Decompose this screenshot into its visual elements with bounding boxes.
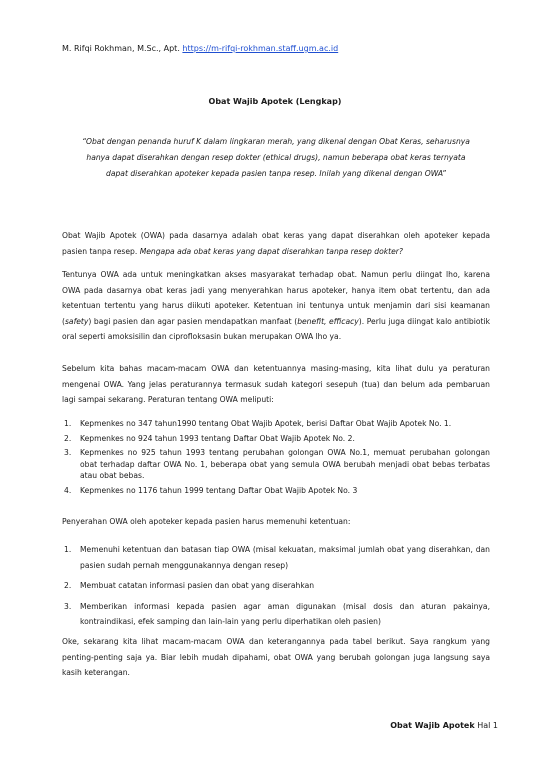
list-item — [62, 599, 490, 630]
list-item — [62, 485, 490, 497]
list-number: 1. — [64, 545, 72, 554]
list-number: 1. — [64, 419, 72, 428]
paragraph-text: ) bagi pasien dan agar pasien mendapatkan manfaat ( — [88, 316, 298, 326]
list-text: Kepmenkes no 924 tahun 1993 tentang Daftar Obat Wajib Apotek No. 2. — [80, 433, 355, 443]
document-title: Obat Wajib Apotek (Lengkap) — [208, 97, 342, 106]
list-number: 2. — [64, 581, 72, 590]
list-text: Memenuhi ketentuan dan batasan tiap OWA (misal kekuatan, maksimal jumlah obat yang diserahkan, dan pasien sudah pernah menggunakannya dengan resep) — [80, 545, 490, 570]
list-text: Kepmenkes no 1176 tahun 1999 tentang Daftar Obat Wajib Apotek No. 3 — [80, 485, 358, 495]
list-text: Membuat catatan informasi pasien dan obat yang diserahkan — [80, 581, 315, 590]
paragraph-text: Tentunya OWA ada untuk meningkatkan akses masyarakat terhadap obat. Namun perlu diingat lho, karena OWA pada dasarnya obat keras jadi yang menyerahkan harus apoteker, hanya item obat tertentu, dan ada ketentuan tertentu yang harus diikuti apoteker. Ketentuan ini tentunya untuk menjamin dari sisi keamanan ( — [62, 270, 490, 326]
list-number: 2. — [64, 433, 72, 443]
list-item — [62, 578, 490, 594]
safety-term: safety — [64, 316, 89, 326]
requirement-list — [62, 542, 490, 635]
page-header — [62, 44, 338, 53]
list-text: Kepmenkes no 925 tahun 1993 tentang perubahan golongan OWA No.1, memuat perubahan golongan obat terhadap daftar OWA No. 1, beberapa obat yang semula OWA berubah menjadi obat bebas terbatas atau obat bebas. — [80, 448, 490, 480]
paragraph-regulations-intro: Sebelum kita bahas macam-macam OWA dan ketentuannya masing-masing, kita lihat dulu ya peraturan mengenai OWA. Yang jelas peraturannya termasuk sudah kategori sesepuh (tua) dan belum ada pembaruan lagi sampai sekarang. Peraturan tentang OWA meliputi: — [62, 364, 490, 404]
list-item — [62, 542, 490, 573]
list-number: 3. — [64, 448, 72, 457]
paragraph-question: Mengapa ada obat keras yang dapat diserahkan tanpa resep dokter? — [139, 246, 403, 256]
intro-quote: “Obat dengan penanda huruf K dalam lingkaran merah, yang dikenal dengan Obat Keras, seharusnya hanya dapat diserahkan dengan resep dokter (ethical drugs), namun beberapa obat keras ternyata dapat diserahkan apoteker kepada pasien tanpa resep. Inilah yang dikenal dengan OWA” — [82, 137, 470, 178]
page-footer — [390, 721, 498, 730]
paragraph-text: ). Perlu juga diingat kalo antibiotik oral seperti amoksisilin dan ciprofloksasin bukan merupakan OWA lho ya. — [62, 316, 490, 341]
list-text: Kepmenkes no 347 tahun1990 tentang Obat Wajib Apotek, berisi Daftar Obat Wajib Apotek No. 1. — [80, 419, 452, 428]
regulation-list — [62, 418, 490, 499]
author-url-link[interactable]: https://m-rifqi-rokhman.staff.ugm.ac.id — [182, 44, 339, 53]
benefit-term: benefit, efficacy — [297, 316, 359, 326]
list-item — [62, 433, 490, 445]
list-number: 3. — [64, 601, 72, 611]
paragraph-purpose — [62, 267, 490, 345]
paragraph-table-intro: Oke, sekarang kita lihat macam-macam OWA dan keterangannya pada tabel berikut. Saya rangkum yang penting-penting saja ya. Biar lebih mudah dipahami, obat OWA yang berubah golongan juga langsung saya kasih keterangan. — [62, 637, 490, 677]
list-item — [62, 447, 490, 482]
paragraph-text: Obat Wajib Apotek (OWA) pada dasarnya adalah obat keras yang dapat diserahkan oleh apoteker kepada pasien tanpa resep. — [62, 231, 490, 256]
list-text: Memberikan informasi kepada pasien agar aman digunakan (misal dosis dan aturan pakainya, kontraindikasi, efek samping dan lain-lain yang perlu diperhatikan oleh pasien) — [80, 601, 490, 626]
footer-label: Obat Wajib Apotek — [390, 721, 475, 730]
list-item — [62, 418, 490, 430]
author-name: M. Rifqi Rokhman, M.Sc., Apt. — [62, 44, 180, 53]
list-number: 4. — [64, 485, 72, 495]
paragraph-requirements-intro: Penyerahan OWA oleh apoteker kepada pasien harus memenuhi ketentuan: — [62, 517, 351, 526]
paragraph-definition — [62, 228, 490, 259]
page-number: Hal 1 — [477, 721, 498, 730]
